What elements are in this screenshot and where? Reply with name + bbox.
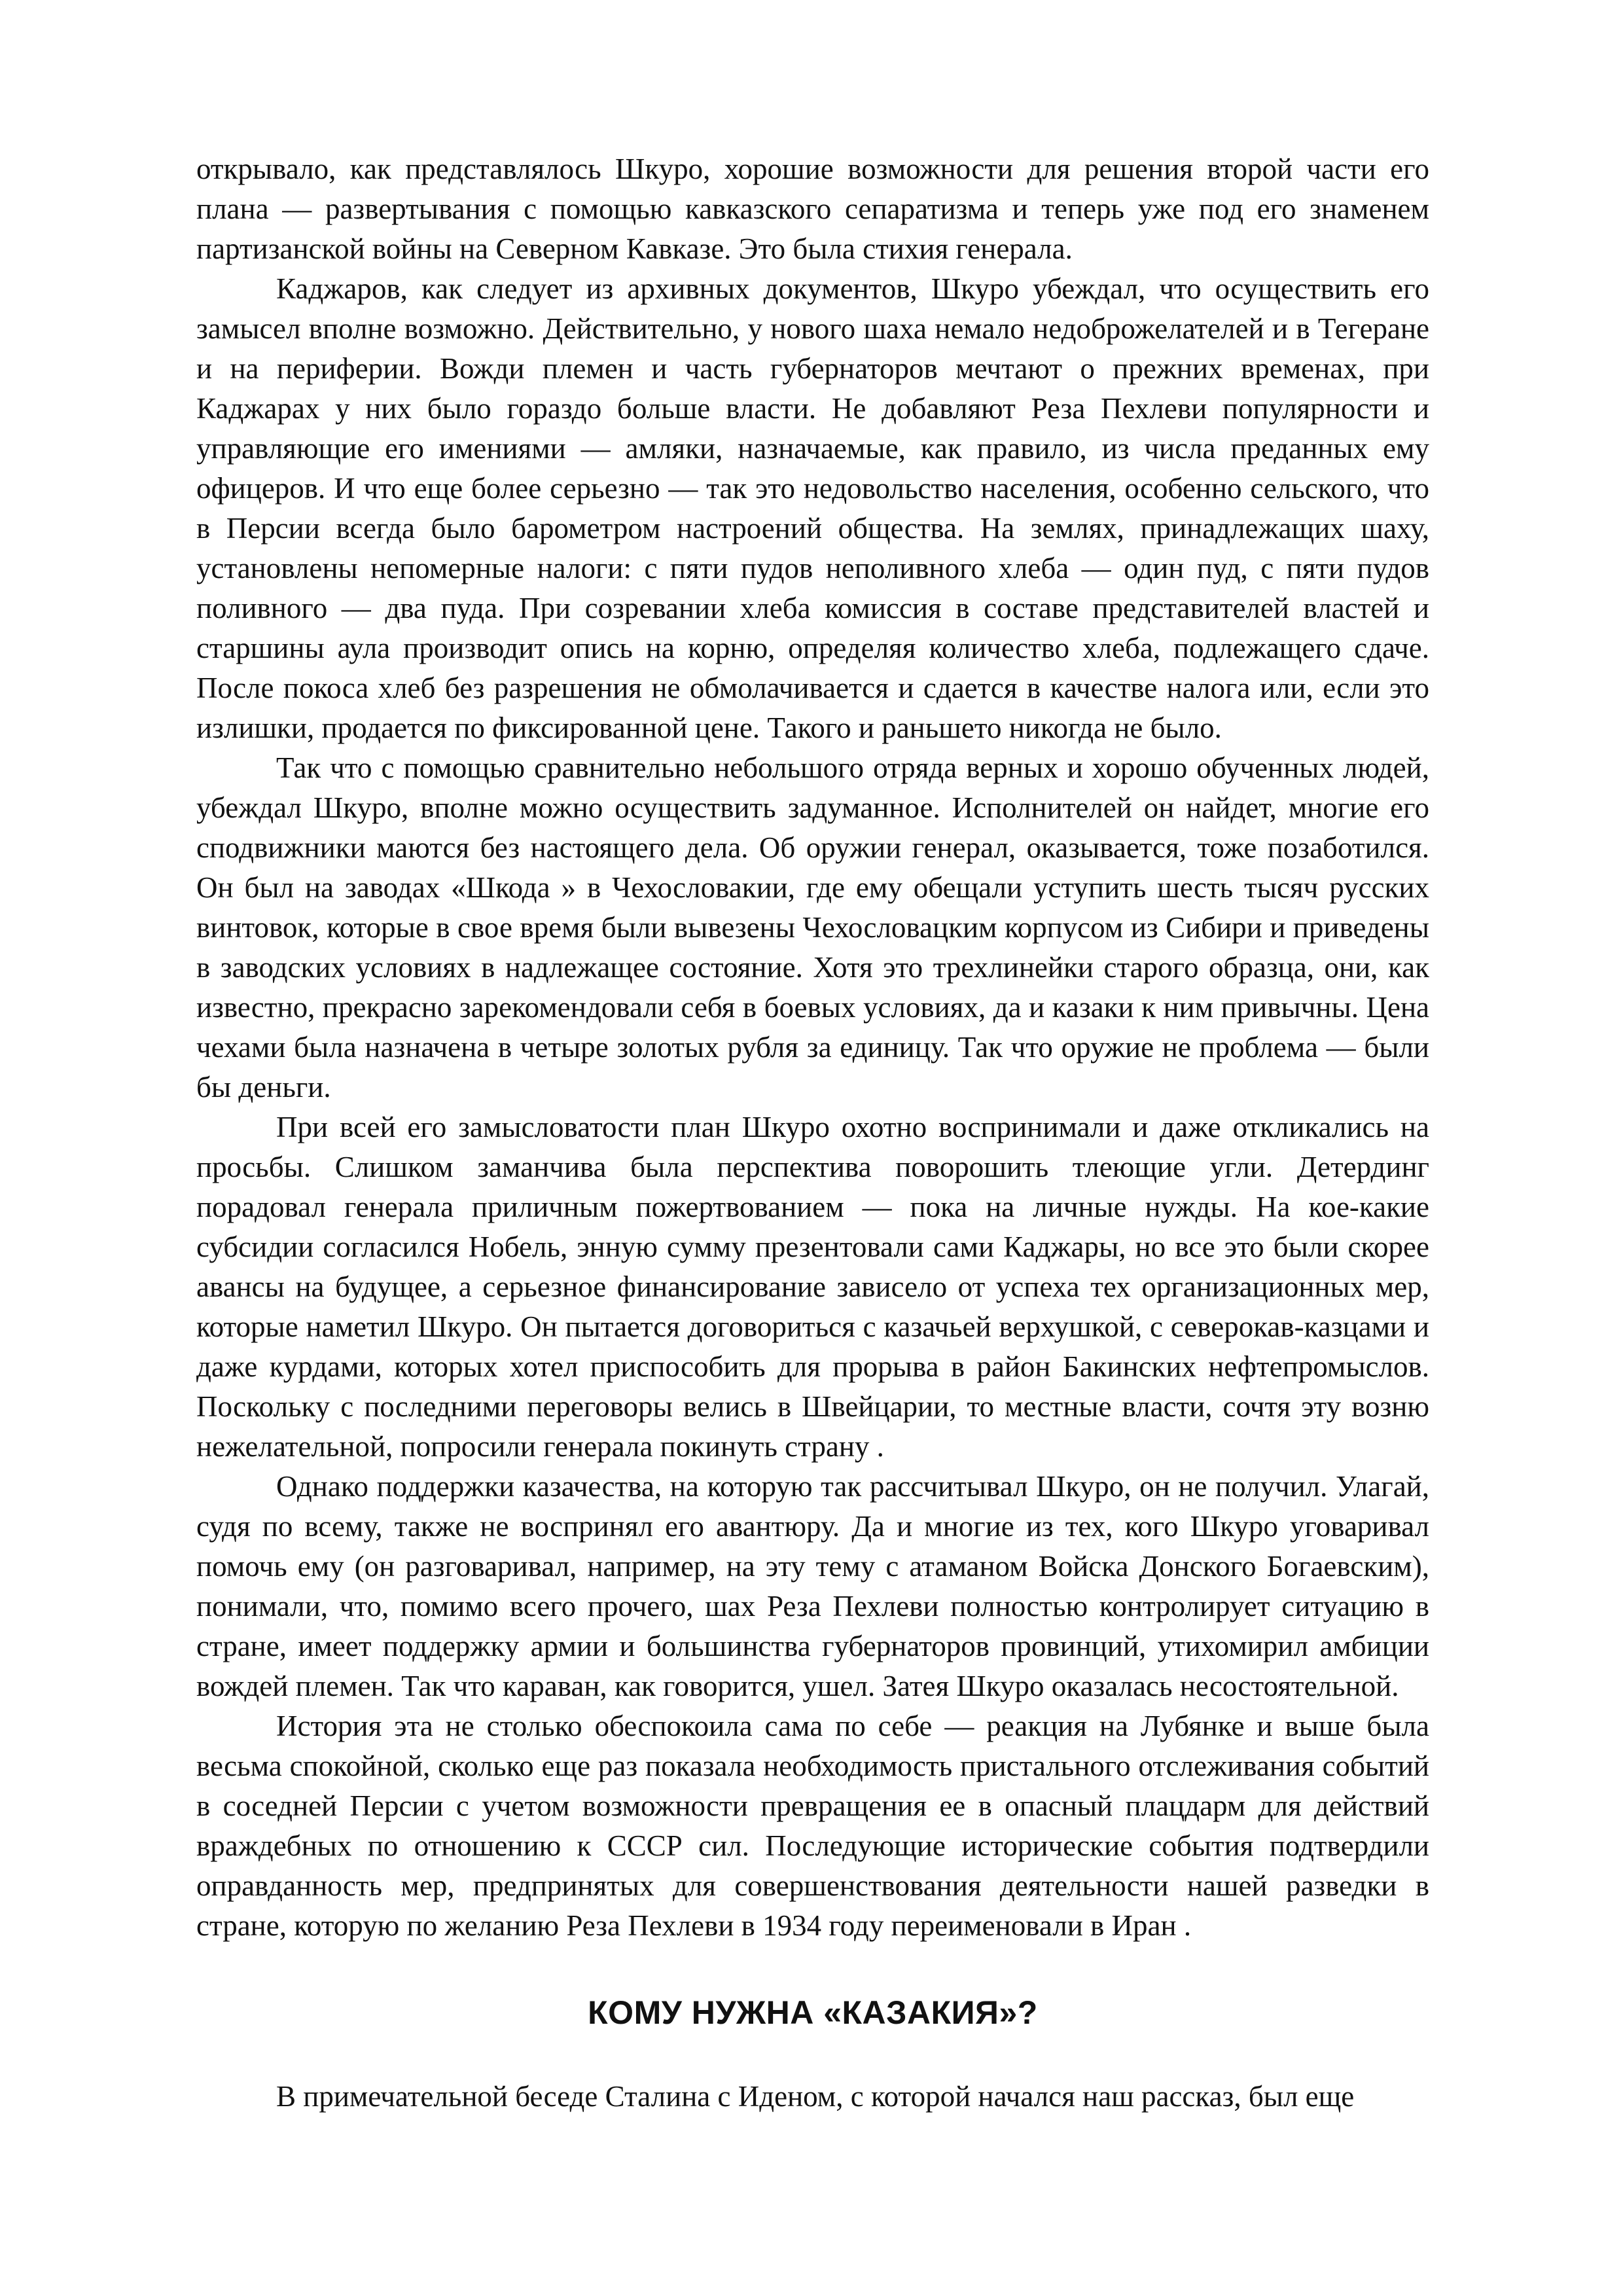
paragraph-6: История эта не столько обеспокоила сама по себе — реакция на Лубянке и выше была весьма спокойной, сколько еще раз показала необходимость пристального отслеживания событий в соседней Персии с учетом возможности превращения ее в опасный плацдарм для действий враждебных по отношению к СССР сил. Последующие исторические события подтвердили оправданность мер, предпринятых для совершенствования деятельности нашей разведки в стране, которую по желанию Реза Пехлеви в 1934 году переименовали в Иран . [196, 1710, 1429, 1942]
text-column [196, 149, 1429, 2117]
paragraph-4: При всей его замысловатости план Шкуро охотно воспринимали и даже откликались на просьбы. Слишком заманчива была перспектива поворошить тлеющие угли. Детердинг порадовал генерала приличным пожертвованием — пока на личные нужды. На кое-какие субсидии согласился Нобель, энную сумму презентовали сами Каджары, но все это были скорее авансы на будущее, а серьезное финансирование зависело от успеха тех организационных мер, которые наметил Шкуро. Он пытается договориться с казачьей верхушкой, с северокав-казцами и даже курдами, которых хотел приспособить для прорыва в район Бакинских нефтепромыслов. Поскольку с последними переговоры велись в Швейцарии, то местные власти, сочтя эту возню нежелательной, попросили генерала покинуть страну . [196, 1111, 1429, 1463]
paragraph-3: Так что с помощью сравнительно небольшого отряда верных и хорошо обученных людей, убеждал Шкуро, вполне можно осуществить задуманное. Исполнителей он найдет, многие его сподвижники маются без настоящего дела. Об оружии генерал, оказывается, тоже позаботился. Он был на заводах «Шкода » в Чехословакии, где ему обещали уступить шесть тысяч русских винтовок, которые в свое время были вывезены Чехословацким корпусом из Сибири и приведены в заводских условиях в надлежащее состояние. Хотя это трехлинейки старого образца, они, как известно, прекрасно зарекомендовали себя в боевых условиях, да и казаки к ним привычны. Цена чехами была назначена в четыре золотых рубля за единицу. Так что оружие не проблема — были бы деньги. [196, 751, 1429, 1103]
section-heading: КОМУ НУЖНА «КАЗАКИЯ»? [588, 1994, 1038, 2031]
paragraph-5: Однако поддержки казачества, на которую так рассчитывал Шкуро, он не получил. Улагай, судя по всему, также не воспринял его авантюру. Да и многие из тех, кого Шкуро уговаривал помочь ему (он разговаривал, например, на эту тему с атаманом Войска Донского Богаевским), понимали, что, помимо всего прочего, шах Реза Пехлеви полностью контролирует ситуацию в стране, имеет поддержку армии и большинства губернаторов провинций, утихомирил амбиции вождей племен. Так что караван, как говорится, ушел. Затея Шкуро оказалась несостоятельной. [196, 1470, 1429, 1702]
paragraph-1: открывало, как представлялось Шкуро, хорошие возможности для решения второй части его плана — развертывания с помощью кавказского сепаратизма и теперь уже под его знаменем партизанской войны на Северном Кавказе. Это была стихия генерала. [196, 152, 1429, 265]
paragraph-2: Каджаров, как следует из архивных документов, Шкуро убеждал, что осуществить его замысел вполне возможно. Действительно, у нового шаха немало недоброжелателей и в Тегеране и на периферии. Вожди племен и часть губернаторов мечтают о прежних временах, при Каджарах у них было гораздо больше власти. Не добавляют Реза Пехлеви популярности и управляющие его имениями — амляки, назначаемые, как правило, из числа преданных ему офицеров. И что еще более серьезно — так это недовольство населения, особенно сельского, что в Персии всегда было барометром настроений общества. На землях, принадлежащих шаху, установлены непомерные налоги: с пяти пудов неполивного хлеба — один пуд, с пяти пудов поливного — два пуда. При созревании хлеба комиссия в составе представителей властей и старшины аула производит опись на корню, определяя количество хлеба, подлежащего сдаче. После покоса хлеб без разрешения не обмолачивается и сдается в качестве налога или, если это излишки, продается по фиксированной цене. Такого и раньшето никогда не было. [196, 272, 1429, 744]
paragraph-after-heading: В примечательной беседе Сталина с Иденом, с которой начался наш рассказ, был еще [276, 2080, 1355, 2113]
